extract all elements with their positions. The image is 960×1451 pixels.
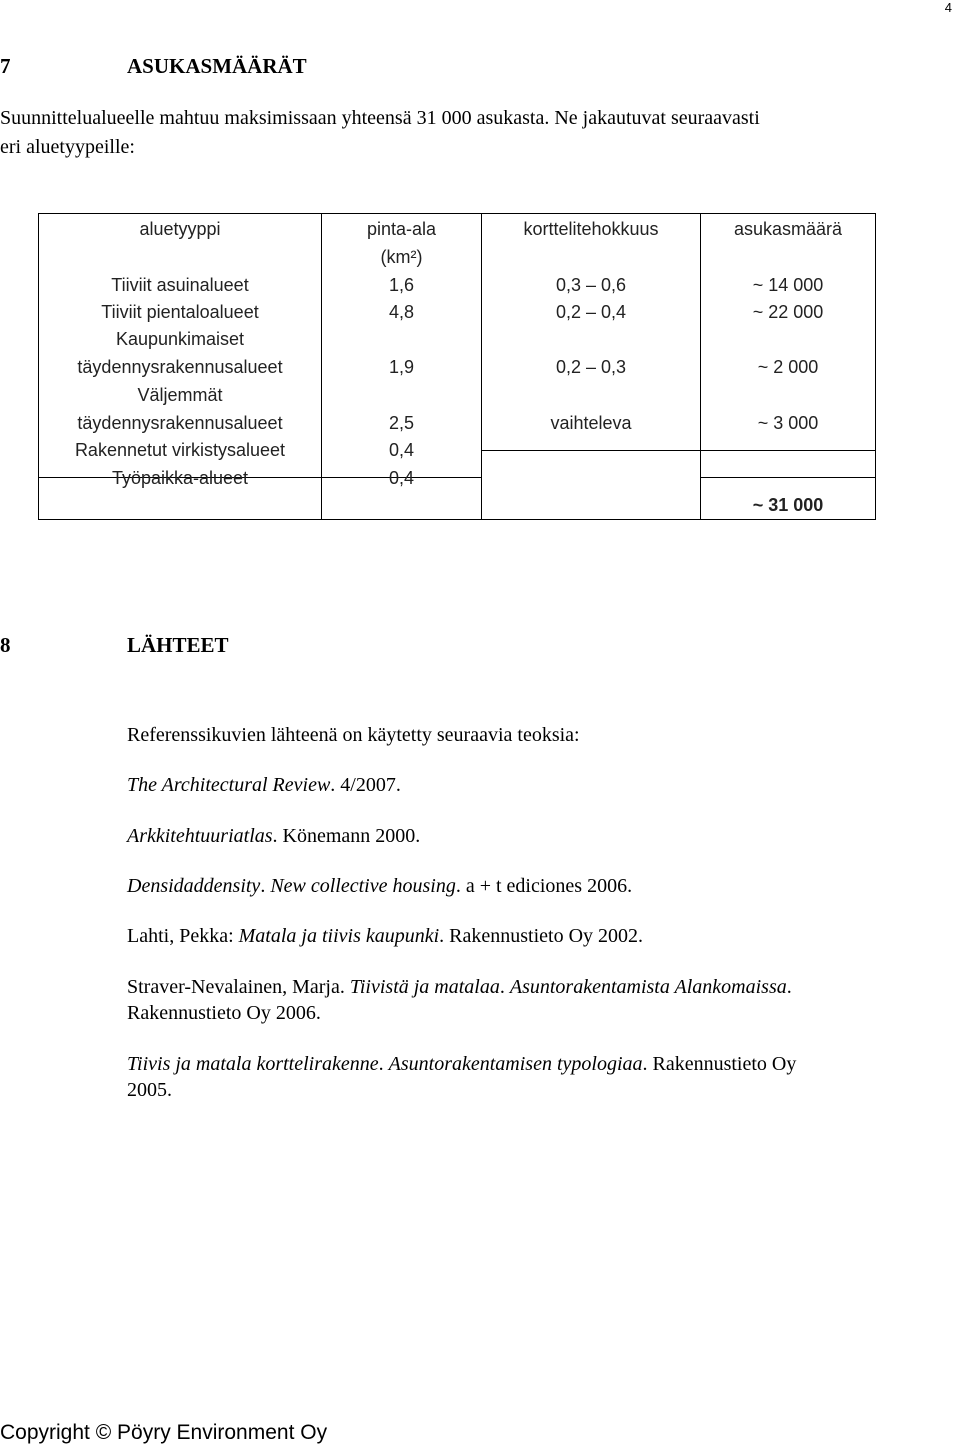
- table-row-1-efficiency: 0,3 – 0,6: [555, 275, 627, 295]
- table-row-4-population: ~ 3 000: [757, 413, 819, 433]
- table-row-2-area: 4,8: [388, 302, 415, 322]
- reference-2: Arkkitehtuuriatlas. Könemann 2000.: [127, 825, 421, 847]
- page-number: 4: [944, 0, 952, 15]
- table-row-6-type: Työpaikka-alueet: [111, 468, 249, 488]
- reference-5-line-2: Rakennustieto Oy 2006.: [127, 1002, 321, 1024]
- header-korttelitehokkuus: korttelitehokkuus: [523, 219, 659, 239]
- header-km2: (km²): [380, 247, 423, 267]
- section-8-title: LÄHTEET: [127, 633, 229, 657]
- table-row-2-type: Tiiviit pientaloalueet: [101, 302, 259, 322]
- section-7-intro-line-1: Suunnittelualueelle mahtuu maksimissaan yhteensä 31 000 asukasta. Ne jakautuvat seuraavasti: [0, 107, 760, 129]
- reference-4: Lahti, Pekka: Matala ja tiivis kaupunki. Rakennustieto Oy 2002.: [127, 925, 644, 947]
- table-row-5-type: Rakennetut virkistysalueet: [74, 440, 286, 460]
- table-row-4-type-line-2: täydennysrakennusalueet: [77, 413, 283, 433]
- reference-6: Tiivis ja matala korttelirakenne. Asuntorakentamisen typologiaa. Rakennustieto Oy: [127, 1053, 797, 1075]
- table-row-4-type-line-1: Väljemmät: [137, 385, 223, 405]
- section-8-number: 8: [0, 633, 11, 657]
- section-7-title: ASUKASMÄÄRÄT: [127, 54, 307, 78]
- header-pinta-ala: pinta-ala: [366, 219, 437, 239]
- table-row-1-population: ~ 14 000: [752, 275, 824, 295]
- table-row-1-type: Tiiviit asuinalueet: [111, 275, 249, 295]
- table-total-population: ~ 31 000: [752, 495, 824, 515]
- population-table: [38, 213, 876, 520]
- reference-6-line-2: 2005.: [127, 1079, 172, 1101]
- table-row-2-efficiency: 0,2 – 0,4: [555, 302, 627, 322]
- table-row-2-population: ~ 22 000: [752, 302, 824, 322]
- table-row-3-type-line-1: Kaupunkimaiset: [115, 329, 245, 349]
- section-7-number: 7: [0, 54, 11, 78]
- reference-3: Densidaddensity. New collective housing. a + t ediciones 2006.: [127, 875, 633, 897]
- table-row-3-area: 1,9: [388, 357, 415, 377]
- table-row-3-type-line-2: täydennysrakennusalueet: [77, 357, 283, 377]
- table-row-3-population: ~ 2 000: [757, 357, 819, 377]
- reference-1: The Architectural Review. 4/2007.: [127, 774, 401, 796]
- table-row-3-efficiency: 0,2 – 0,3: [555, 357, 627, 377]
- reference-5: Straver-Nevalainen, Marja. Tiivistä ja matalaa. Asuntorakentamista Alankomaissa.: [127, 976, 792, 998]
- footer-copyright: Copyright © Pöyry Environment Oy: [0, 1421, 328, 1444]
- sources-intro: Referenssikuvien lähteenä on käytetty seuraavia teoksia:: [127, 724, 580, 746]
- table-row-4-efficiency: vaihteleva: [550, 413, 632, 433]
- table-row-1-area: 1,6: [388, 275, 415, 295]
- section-7-intro-line-2: eri aluetyypeille:: [0, 136, 135, 158]
- header-aluetyyppi: aluetyyppi: [139, 219, 221, 239]
- table-row-4-area: 2,5: [388, 413, 415, 433]
- table-row-6-area: 0,4: [388, 468, 415, 488]
- table-row-5-area: 0,4: [388, 440, 415, 460]
- header-asukasmaara: asukasmäärä: [733, 219, 843, 239]
